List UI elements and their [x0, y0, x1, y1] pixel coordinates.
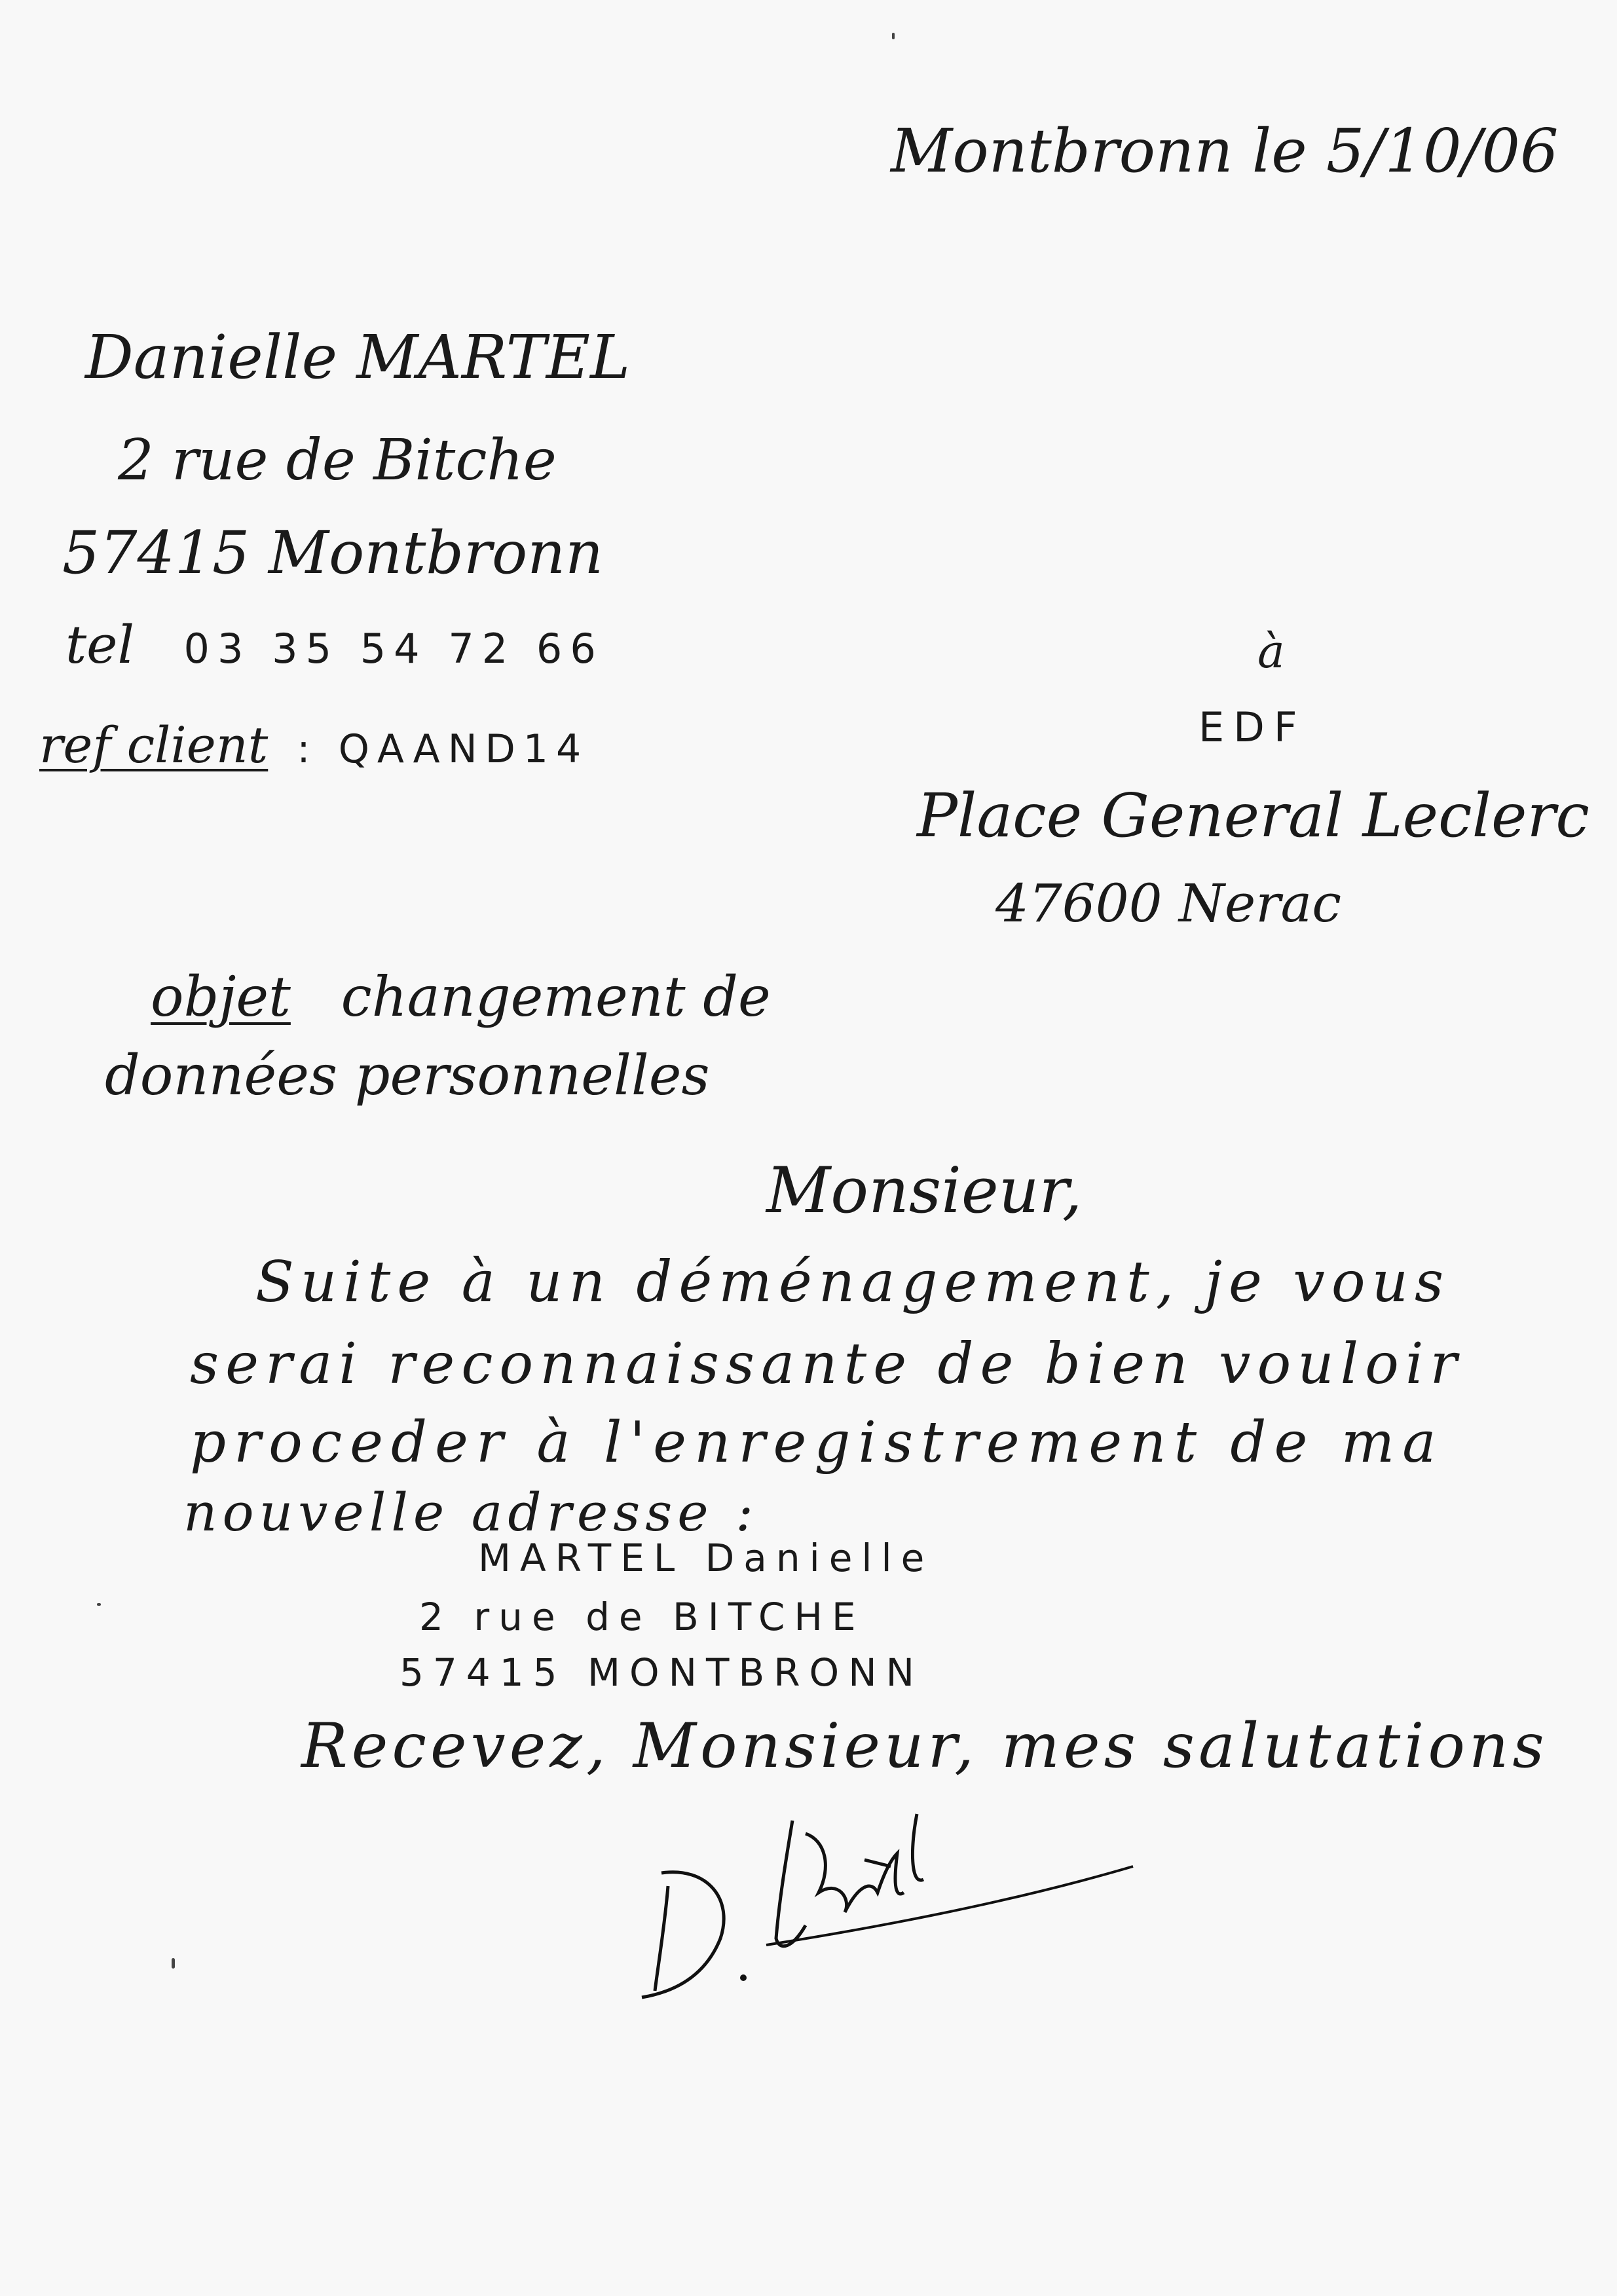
new-address-line-3: 57415 MONTBRONN [400, 1650, 923, 1695]
signature [629, 1794, 1140, 2004]
sender-ref-label: ref client [39, 716, 269, 774]
body-line-2: serai reconnaissante de bien vouloir [190, 1331, 1464, 1397]
recipient-street: Place General Leclerc [917, 781, 1589, 851]
sender-city: 57415 Montbronn [62, 519, 604, 587]
body-line-4: nouvelle adresse : [183, 1482, 759, 1543]
sender-street: 2 rue de Bitche [118, 428, 557, 493]
sender-ref-row [39, 716, 589, 774]
closing: Recevez, Monsieur, mes salutations [301, 1711, 1548, 1782]
body-line-1: Suite à un déménagement, je vous [255, 1250, 1451, 1315]
body-line-3: proceder à l'enregistrement de ma [190, 1410, 1444, 1475]
recipient-prefix: à [1257, 625, 1285, 678]
sender-tel-label: tel [65, 614, 135, 675]
place-date: Montbronn le 5/10/06 [891, 116, 1559, 186]
scan-mark [172, 1958, 175, 1969]
sender-tel-row [65, 614, 604, 675]
salutation: Monsieur, [766, 1154, 1083, 1227]
subject-line-2: données personnelles [105, 1043, 710, 1107]
sender-name: Danielle MARTEL [85, 322, 631, 392]
new-address-line-2: 2 rue de BITCHE [419, 1595, 865, 1639]
recipient-city: 47600 Nerac [995, 873, 1342, 934]
sender-ref-value: : QAAND14 [297, 726, 589, 772]
new-address-line-1: MARTEL Danielle [478, 1536, 934, 1580]
recipient-name: EDF [1199, 703, 1307, 751]
scan-mark [892, 33, 895, 39]
subject-text-1: changement de [341, 965, 771, 1029]
subject-label: objet [151, 965, 291, 1029]
subject-line-1 [151, 965, 771, 1029]
sender-tel: 03 35 54 72 66 [183, 625, 604, 673]
scan-mark [97, 1603, 101, 1606]
